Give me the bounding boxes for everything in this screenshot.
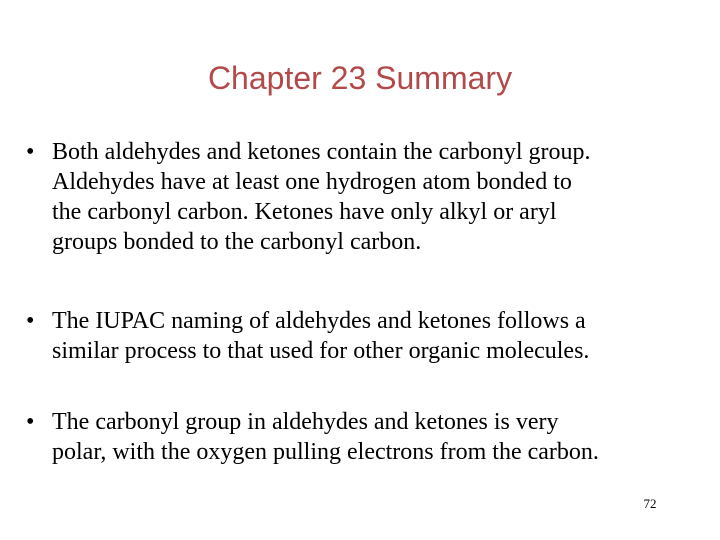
bullet-marker: • (26, 139, 35, 165)
bullet-line: the carbonyl carbon. Ketones have only alkyl or aryl (52, 199, 557, 225)
bullet-line: groups bonded to the carbonyl carbon. (52, 229, 422, 255)
bullet-item (26, 306, 706, 366)
bullet-text (52, 137, 706, 257)
bullet-line: polar, with the oxygen pulling electrons from the carbon. (52, 439, 599, 465)
bullet-marker: • (26, 308, 35, 334)
bullet-item (26, 407, 706, 467)
bullet-line: The carbonyl group in aldehydes and ketones is very (52, 409, 559, 435)
bullet-line: Both aldehydes and ketones contain the carbonyl group. (52, 139, 591, 165)
slide-title: Chapter 23 Summary (207, 60, 513, 96)
bullet-line: The IUPAC naming of aldehydes and ketones follows a (52, 308, 586, 334)
bullet-text (52, 407, 706, 467)
bullet-item (26, 137, 706, 257)
page-number: 72 (643, 496, 657, 511)
bullet-text (52, 306, 706, 366)
bullet-line: Aldehydes have at least one hydrogen atom bonded to (52, 169, 572, 195)
bullet-line: similar process to that used for other organic molecules. (52, 338, 590, 364)
bullet-marker: • (26, 409, 35, 435)
